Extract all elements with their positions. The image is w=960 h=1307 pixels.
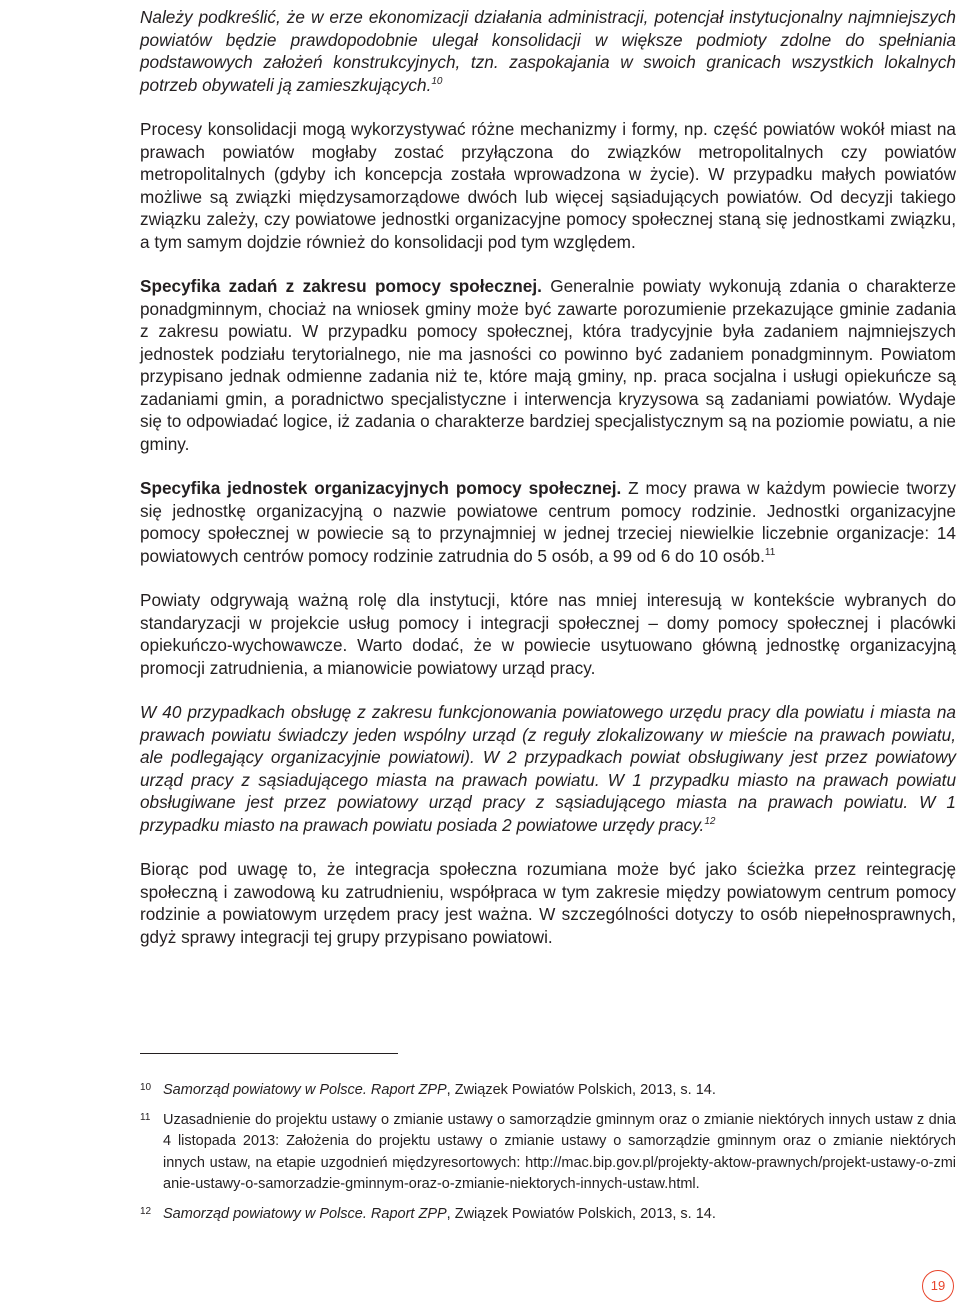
footnote-link[interactable]: http://mac.bip.gov.pl/projekty-aktow-prawnych/projekt-ustawy-o-zmianie-ustawy-o-samorzadzie-gminnym-oraz-o-zmianie-niektorych-innych-ustaw.html. [163, 1154, 956, 1192]
footnote-ref-11[interactable]: 11 [764, 546, 776, 558]
footnote-ref-10[interactable]: 10 [431, 75, 443, 87]
footnotes [140, 1053, 956, 1225]
footnote-10: 10 Samorząd powiatowy w Polsce. Raport ZPP, Związek Powiatów Polskich, 2013, s. 14. [140, 1082, 716, 1098]
paragraph-role: Powiaty odgrywają ważną rolę dla instytucji, które nas mniej interesują w kontekście wybranych do standaryzacji w projekcie usług pomocy i integracji społecznej – domy pomocy społecznej i placówki opiekuńczo-wychowawcze. Warto dodać, że w powiecie usytuowano główną jednostkę organizacyjną promocji zatrudnienia, a mianowicie powiatowy urząd pracy. [140, 590, 956, 678]
footnote-11: 11 Uzasadnienie do projektu ustawy o zmianie ustawy o samorządzie gminnym oraz o zmianie niektórych innych ustaw z dnia 4 listopada 2013: Założenia do projektu ustawy o zmianie ustawy o samorządzie gminnym oraz o zmianie niektórych innych ustaw, na etapie uzgodnień międzyresortowych: http://mac.bip.gov.pl/projekty-aktow-prawnych/projekt-ustawy-o-zmianie-ustawy-o-samorzadzie-gminnym-oraz-o-zmianie-niektorych-innych-ustaw.html. [140, 1111, 956, 1192]
paragraph-integration: Biorąc pod uwagę to, że integracja społeczna rozumiana może być jako ścieżka przez reintegrację społeczną i zawodową ku zatrudnieniu, współpraca w tym zakresie między powiatowym centrum pomocy rodzinie a powiatowym urzędem pracy jest ważna. W szczególności dotyczy to osób niepełnosprawnych, gdyż sprawy integracji tej grupy przypisano powiatowi. [140, 859, 956, 947]
footnote-divider [140, 1053, 398, 1054]
section-heading-units: Specyfika jednostek organizacyjnych pomocy społecznej. [140, 478, 622, 498]
paragraph-intro: Należy podkreślić, że w erze ekonomizacji działania administracji, potencjał instytucjonalny najmniejszych powiatów będzie prawdopodobnie ulegał konsolidacji w większe podmioty zdolne do spełniania podstawowych założeń konstrukcyjnych, tzn. zaspokajania w swoich granicach wszystkich lokalnych potrzeb obywateli ją zamieszkujących.$^{10}$ [140, 7, 956, 95]
footnote-ref-12[interactable]: 12 [704, 815, 716, 827]
section-heading-tasks: Specyfika zadań z zakresu pomocy społecznej. [140, 276, 542, 296]
page-number: 19 [922, 1270, 954, 1302]
main-text [140, 6, 956, 948]
footnote-12: 12 Samorząd powiatowy w Polsce. Raport ZPP, Związek Powiatów Polskich, 2013, s. 14. [140, 1205, 716, 1222]
paragraph-tasks: Specyfika zadań z zakresu pomocy społecznej. Generalnie powiaty wykonują zdania o charakterze ponadgminnym, chociaż na wniosek gminy może być zawarte porozumienie przekazujące gminie zadania z zakresu powiatu. W przypadku pomocy społecznej, która tradycyjnie była zadaniem najmniejszych jednostek podziału terytorialnego, nie ma jasności co powinno być zadaniem ponadgminnym. Powiatom przypisano jednak odmienne zadania niż te, które mają gminy, np. praca socjalna i usługi opiekuńcze są zadaniami gmin, a poradnictwo specjalistyczne i interwencja kryzysowa są zadaniami powiatów. Wydaje się to odpowiadać logice, iż zadania o charakterze bardziej specjalistycznym są na poziomie powiatu, a nie gminy. [140, 276, 957, 454]
paragraph-labour-offices: W 40 przypadkach obsługę z zakresu funkcjonowania powiatowego urzędu pracy dla powiatu i miasta na prawach powiatu świadczy jeden wspólny urząd (z reguły zlokalizowany w mieście na prawach powiatu, ale podlegający organizacyjnie powiatowi). W 2 przypadkach powiat obsługiwany jest przez powiatowy urząd pracy z sąsiadującego miasta na prawach powiatu. W 1 przypadku miasto na prawach powiatu obsługiwane jest przez powiatowy urząd pracy z sąsiadującego miasta na prawach powiatu. W 1 przypadku miasto na prawach powiatu posiada 2 powiatowe urzędy pracy.$^{12}$ [140, 702, 956, 835]
paragraph-units: Specyfika jednostek organizacyjnych pomocy społecznej. Z mocy prawa w każdym powiecie tworzy się jednostkę organizacyjną o nazwie powiatowe centrum pomocy rodzinie. Jednostki organizacyjne pomocy społecznej w powiecie są to przynajmniej w jednej trzeciej niewielkie liczebnie organizacje: 14 powiatowych centrów pomocy rodzinie zatrudnia do 5 osób, a 99 od 6 do 10 osób.$^{11}$ [140, 478, 956, 566]
paragraph-consolidation: Procesy konsolidacji mogą wykorzystywać różne mechanizmy i formy, np. część powiatów wokół miast na prawach powiatów mogłaby zostać przyłączona do związków metropolitalnych czy powiatów metropolitalnych (gdyby ich koncepcja została wprowadzona w życie). W przypadku małych powiatów możliwe są związki międzysamorządowe dwóch lub więcej sąsiadujących powiatów. Od decyzji takiego związku zależy, czy powiatowe jednostki organizacyjne pomocy społecznej staną się jednostkami związku, a tym samym dojdzie również do konsolidacji pod tym względem. [140, 119, 956, 252]
